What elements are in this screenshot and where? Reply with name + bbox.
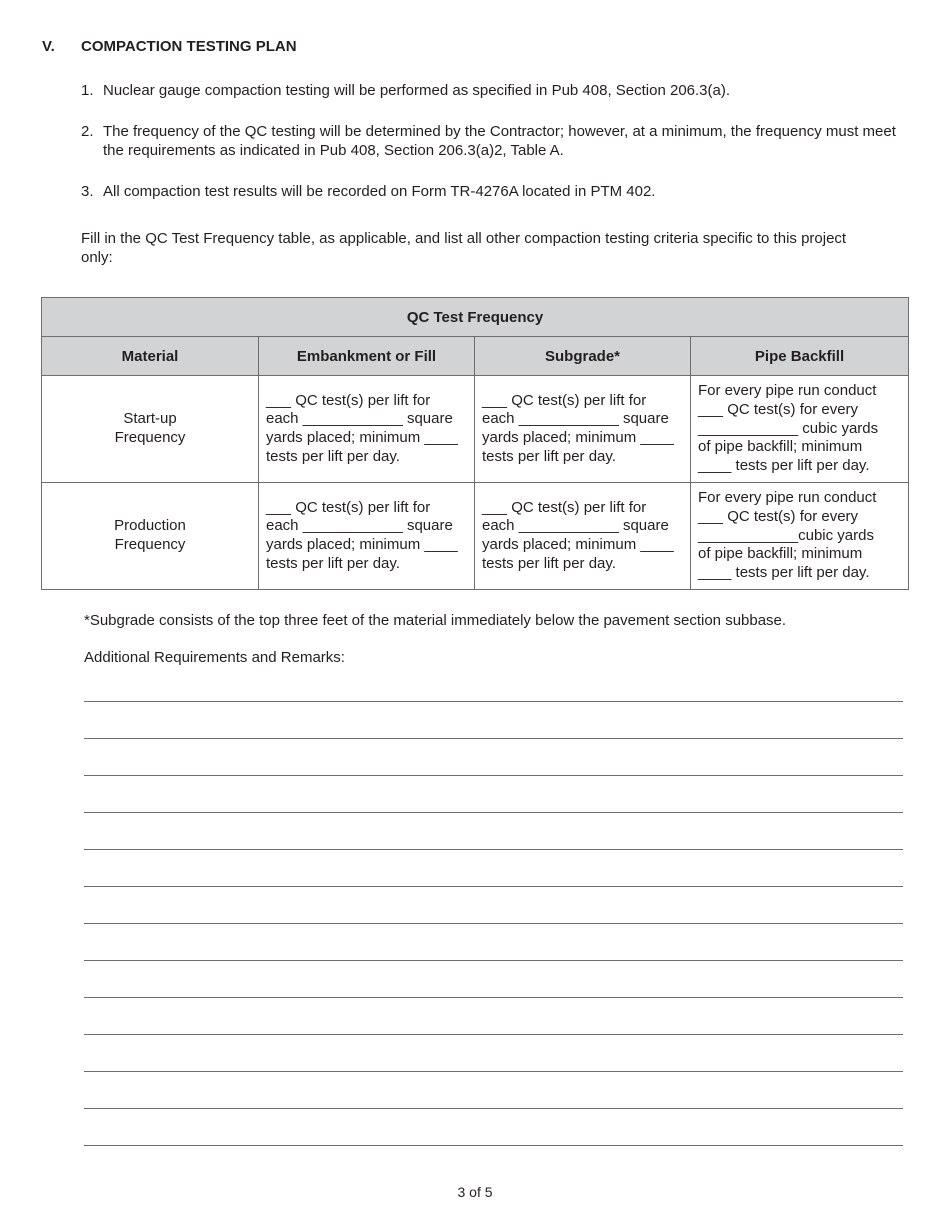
list-marker: 1. (81, 82, 94, 99)
cell-line: tests per lift per day. (482, 447, 616, 465)
requirements-list (81, 81, 901, 223)
cell-line: ___ QC test(s) per lift for (266, 391, 431, 409)
column-header-subgrade: Subgrade* (475, 337, 691, 376)
remarks-write-line[interactable] (84, 1071, 903, 1072)
cell-line: of pipe backfill; minimum (698, 545, 863, 563)
cell-line: For every pipe run conduct (698, 489, 877, 507)
cell-line: ____ tests per lift per day. (698, 564, 870, 582)
cell-line: ___ QC test(s) per lift for (482, 391, 647, 409)
remarks-write-line[interactable] (84, 960, 903, 961)
cell-line: ____________cubic yards (698, 526, 874, 544)
cell-line: ___ QC test(s) for every (698, 507, 859, 525)
table-instructions: Fill in the QC Test Frequency table, as applicable, and list all other compaction testing criteria specific to this project only: (81, 230, 847, 266)
remarks-write-line[interactable] (84, 923, 903, 924)
cell-line: Production (114, 517, 186, 535)
subgrade-cell[interactable] (475, 483, 691, 590)
table-title: QC Test Frequency (42, 298, 909, 337)
cell-line: Start-up (123, 410, 177, 428)
section-heading (42, 38, 297, 55)
cell-line: each ____________ square (266, 517, 453, 535)
remarks-write-line[interactable] (84, 1034, 903, 1035)
remarks-write-line[interactable] (84, 775, 903, 776)
list-item (81, 122, 901, 160)
remarks-write-line[interactable] (84, 886, 903, 887)
cell-line: ____________ cubic yards (698, 419, 879, 437)
list-marker: 3. (81, 183, 94, 200)
list-item-text: Nuclear gauge compaction testing will be performed as specified in Pub 408, Section 206.3(a). (103, 82, 731, 99)
list-item-text: The frequency of the QC testing will be determined by the Contractor; however, at a minimum, the frequency must meet the requirements as indicated in Pub 408, Section 206.3(a)2, Table A. (103, 123, 896, 159)
remarks-write-line[interactable] (84, 812, 903, 813)
remarks-write-line[interactable] (84, 1108, 903, 1109)
remarks-write-line[interactable] (84, 997, 903, 998)
remarks-label: Additional Requirements and Remarks: (84, 649, 345, 666)
remarks-write-line[interactable] (84, 738, 903, 739)
list-item (81, 81, 901, 100)
material-cell (42, 483, 259, 590)
cell-line: ___ QC test(s) per lift for (482, 498, 647, 516)
list-item (81, 182, 901, 201)
cell-line: yards placed; minimum ____ (266, 429, 458, 446)
cell-line: Frequency (114, 429, 186, 446)
table-row (42, 376, 909, 483)
remarks-write-line[interactable] (84, 849, 903, 850)
cell-line: yards placed; minimum ____ (482, 429, 674, 446)
table-header-row (42, 337, 909, 376)
remarks-write-line[interactable] (84, 1145, 903, 1146)
column-header-material: Material (42, 337, 259, 376)
list-item-text: All compaction test results will be recorded on Form TR-4276A located in PTM 402. (103, 183, 656, 200)
material-cell (42, 376, 259, 483)
column-header-pipe-backfill: Pipe Backfill (691, 337, 909, 376)
page-number: 3 of 5 (457, 1184, 493, 1200)
embankment-cell[interactable] (259, 483, 475, 590)
cell-line: tests per lift per day. (266, 554, 400, 572)
section-title: COMPACTION TESTING PLAN (81, 38, 297, 55)
cell-line: For every pipe run conduct (698, 382, 877, 400)
subgrade-footnote: *Subgrade consists of the top three feet of the material immediately below the pavement section subbase. (84, 612, 787, 629)
subgrade-cell[interactable] (475, 376, 691, 483)
cell-line: each ____________ square (482, 517, 669, 535)
pipe-backfill-cell[interactable] (691, 483, 909, 590)
section-number: V. (42, 38, 55, 55)
embankment-cell[interactable] (259, 376, 475, 483)
cell-line: each ____________ square (266, 410, 453, 428)
cell-line: tests per lift per day. (266, 447, 400, 465)
qc-test-frequency-table (41, 297, 909, 590)
cell-line: ___ QC test(s) for every (698, 400, 859, 418)
cell-line: each ____________ square (482, 410, 669, 428)
column-header-embankment: Embankment or Fill (259, 337, 475, 376)
pipe-backfill-cell[interactable] (691, 376, 909, 483)
list-marker: 2. (81, 123, 94, 140)
table-row (42, 483, 909, 590)
cell-line: ___ QC test(s) per lift for (266, 498, 431, 516)
cell-line: ____ tests per lift per day. (698, 457, 870, 475)
cell-line: Frequency (114, 536, 186, 553)
cell-line: tests per lift per day. (482, 554, 616, 572)
cell-line: of pipe backfill; minimum (698, 438, 863, 456)
cell-line: yards placed; minimum ____ (266, 536, 458, 553)
remarks-write-line[interactable] (84, 701, 903, 702)
table-title-row (42, 298, 909, 337)
cell-line: yards placed; minimum ____ (482, 536, 674, 553)
